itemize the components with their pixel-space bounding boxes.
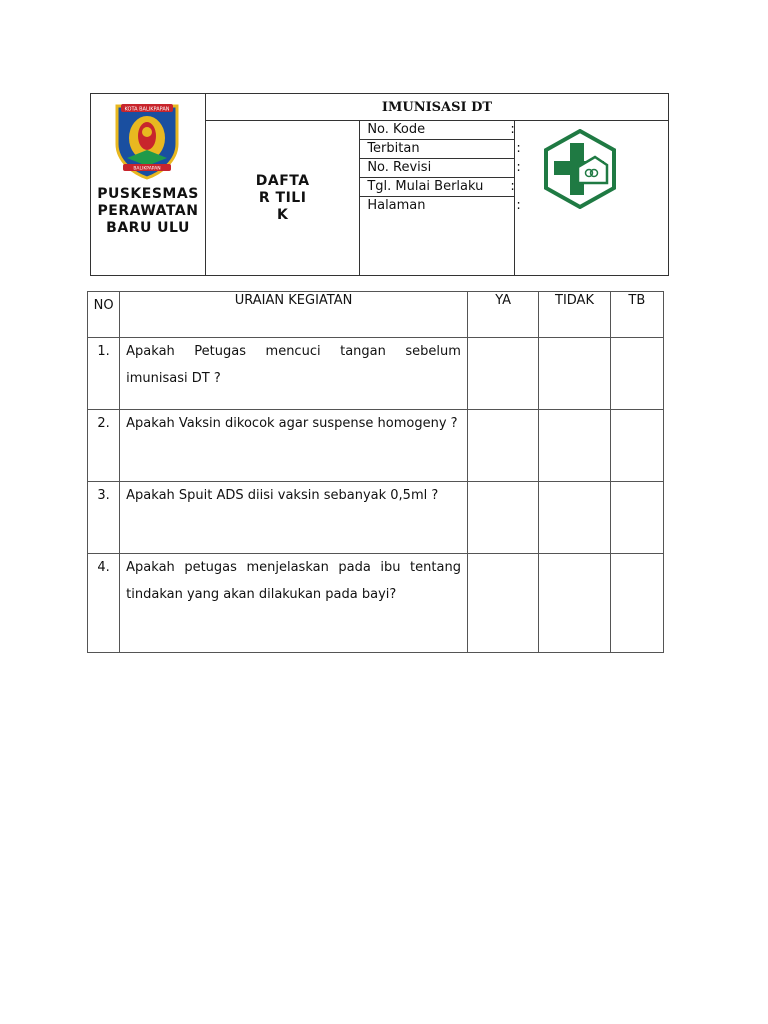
field-tgl-mulai-berlaku <box>360 178 513 197</box>
balikpapan-crest-icon <box>109 100 185 180</box>
ya-checkbox-cell[interactable] <box>467 554 538 653</box>
row-description: Apakah petugas menjelaskan pada ibu tentang tindakan yang akan dilakukan pada bayi? <box>120 554 468 653</box>
row-description: Apakah Petugas mencuci tangan sebelum imunisasi DT ? <box>120 338 468 410</box>
header-table <box>90 93 669 276</box>
logo-cell <box>91 94 206 276</box>
checklist-table <box>87 291 664 653</box>
tb-checkbox-cell[interactable] <box>610 410 663 482</box>
field-colon: : <box>516 160 521 175</box>
document-type-cell <box>206 121 360 276</box>
tb-checkbox-cell[interactable] <box>610 554 663 653</box>
field-label: No. Kode <box>367 122 426 137</box>
checklist-header-row <box>88 292 664 338</box>
table-row <box>88 338 664 410</box>
row-number: 3. <box>88 482 120 554</box>
field-label: Tgl. Mulai Berlaku <box>367 179 484 194</box>
field-label: No. Revisi <box>367 160 432 175</box>
field-colon: : <box>510 122 515 137</box>
kemkes-logo-cell <box>514 121 668 276</box>
ya-checkbox-cell[interactable] <box>467 338 538 410</box>
field-label: Halaman <box>367 198 426 213</box>
ya-checkbox-cell[interactable] <box>467 410 538 482</box>
header-tb: TB <box>610 292 663 338</box>
document-title: IMUNISASI DT <box>206 94 669 121</box>
organization-name: PUSKESMAS PERAWATAN BARU ULU <box>97 186 199 236</box>
field-terbitan <box>360 140 521 159</box>
tb-checkbox-cell[interactable] <box>610 482 663 554</box>
crest-top-text: KOTA BALIKPAPAN <box>124 106 170 113</box>
tidak-checkbox-cell[interactable] <box>539 410 610 482</box>
field-colon: : <box>516 141 521 156</box>
row-description: Apakah Vaksin dikocok agar suspense homogeny ? <box>120 410 468 482</box>
kemkes-logo-icon <box>543 129 617 209</box>
tidak-checkbox-cell[interactable] <box>539 338 610 410</box>
tidak-checkbox-cell[interactable] <box>539 554 610 653</box>
field-no-revisi <box>360 159 521 178</box>
field-colon: : <box>516 198 521 213</box>
tidak-checkbox-cell[interactable] <box>539 482 610 554</box>
field-colon: : <box>510 179 515 194</box>
row-number: 2. <box>88 410 120 482</box>
header-uraian-kegiatan: URAIAN KEGIATAN <box>120 292 468 338</box>
field-no-kode <box>360 121 513 140</box>
document-type: DAFTAR TILIK <box>255 172 310 223</box>
row-number: 4. <box>88 554 120 653</box>
table-row <box>88 554 664 653</box>
table-row <box>88 482 664 554</box>
ya-checkbox-cell[interactable] <box>467 482 538 554</box>
row-description: Apakah Spuit ADS diisi vaksin sebanyak 0,5ml ? <box>120 482 468 554</box>
tb-checkbox-cell[interactable] <box>610 338 663 410</box>
row-number: 1. <box>88 338 120 410</box>
header-no: NO <box>88 292 120 338</box>
table-row <box>88 410 664 482</box>
header-tidak: TIDAK <box>539 292 610 338</box>
crest-bottom-text: BALIKPAPAN <box>133 166 161 172</box>
field-label: Terbitan <box>367 141 420 156</box>
field-halaman <box>360 197 521 215</box>
document-fields <box>360 121 521 276</box>
header-ya: YA <box>467 292 538 338</box>
